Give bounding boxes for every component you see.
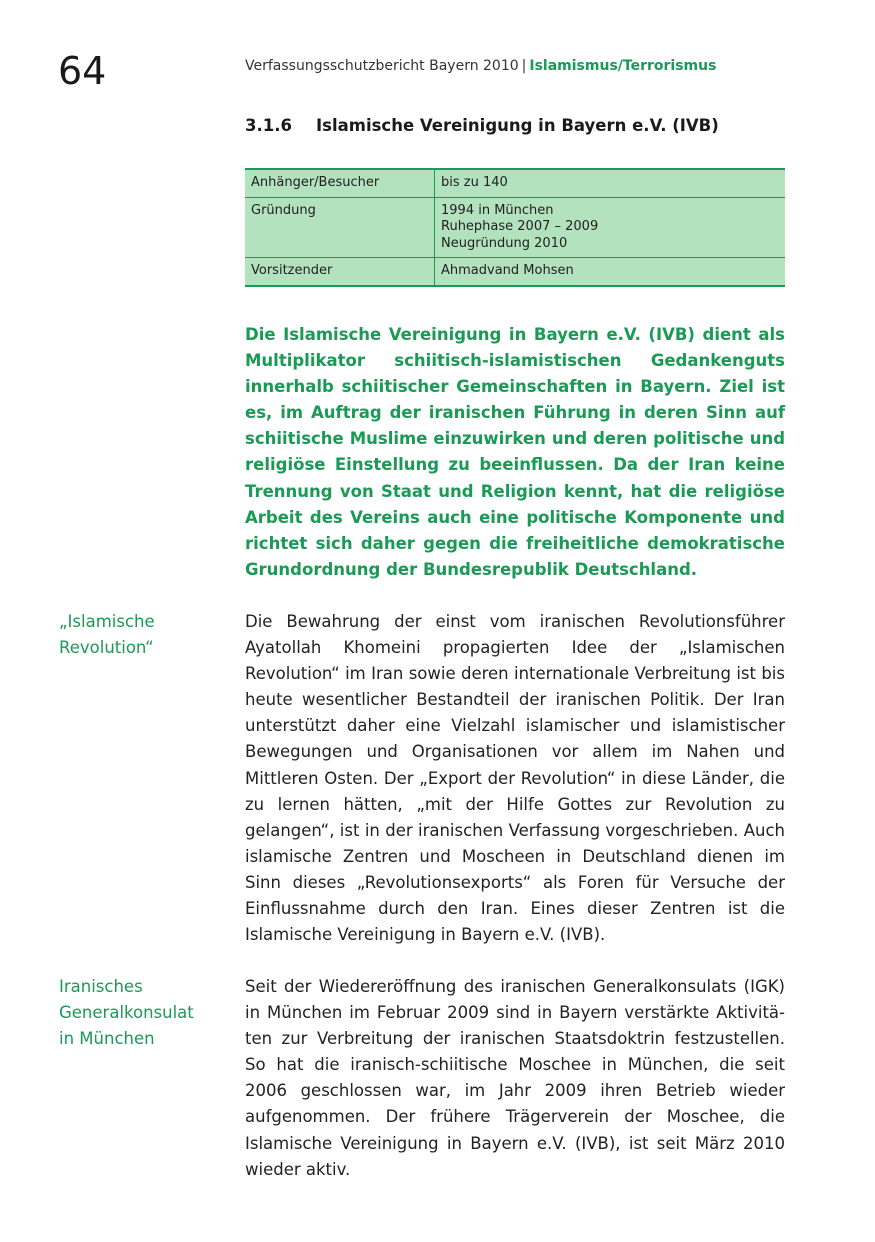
table-value: [435, 197, 786, 258]
table-value-line: Ruhephase 2007 – 2009: [441, 219, 599, 234]
info-table: [245, 168, 785, 287]
table-label: Vorsitzender: [245, 258, 435, 286]
table-label: Gründung: [245, 197, 435, 258]
table-value-line: Neugründung 2010: [441, 235, 568, 251]
lead-paragraph: Die Islamische Vereinigung in Bayern e.V. (IVB) dient als Multiplikator schiitisch-islamistischen Gedankenguts innerhalb schiitischer Gemeinschaften in Bayern. Ziel ist es, im Auftrag der iranischen Führung in deren Sinn auf schiitische Muslime einzuwirken und deren politische und religiöse Einstellung zu beeinflussen. Da der Iran keine Trennung von Staat und Religion kennt, hat die religiöse Arbeit des Vereins auch eine politische Komponente und richtet sich daher gegen die freiheitliche demokratische Grundordnung der Bundesrepublik Deutschland.: [245, 325, 785, 579]
margin-note-line: „Islamische: [59, 612, 155, 631]
table-row: [245, 169, 785, 197]
header-section: Islamismus/Terrorismus: [529, 58, 717, 74]
table-label: Anhänger/Besucher: [245, 169, 435, 197]
section-heading: [245, 116, 719, 135]
body-paragraph-revolution: Die Bewahrung der einst vom iranischen Revolutionsführer Ayatollah Khomeini propagierten Idee der „Islamischen Revolution“ im Iran sowie deren internationale Verbreitung ist bis heute wesentlicher Bestandteil der iranischen Politik. Der Iran unterstützt daher eine Vielzahl islamischer und islamistischer Bewegungen und Organisationen vor allem im Nahen und Mittleren Osten. Der „Export der Revolution“ in diese Länder, die zu lernen hätten, „mit der Hilfe Gottes zur Revolution zu gelangen“, ist in der iranischen Verfassung vorgeschrieben. Auch islamische Zentren und Moscheen in Deutschland dienen im Sinn dieses „Revolutionsexports“ als Foren für Versuche der Einflussnahme durch den Iran. Eines dieser Zentren ist die Islamische Vereinigung in Bayern e.V. (IVB).: [245, 612, 785, 945]
table-value-line: 1994 in München: [441, 202, 554, 218]
table-row: [245, 197, 785, 258]
running-header: [245, 58, 716, 74]
section-number: 3.1.6: [245, 116, 292, 135]
table-value: [435, 258, 786, 286]
section-title: Islamische Vereinigung in Bayern e.V. (IVB): [316, 116, 719, 135]
table-value-line: bis zu 140: [441, 175, 508, 190]
margin-note-line: Iranisches: [59, 977, 143, 996]
margin-note-islamische-revolution: [59, 609, 234, 661]
margin-note-line: Revolution“: [59, 638, 154, 658]
margin-note-line: Generalkonsulat: [59, 1003, 194, 1023]
table-row: [245, 258, 785, 286]
page-number: 64: [58, 49, 107, 93]
header-publication: Verfassungsschutzbericht Bayern 2010: [245, 58, 519, 74]
margin-note-line: in München: [59, 1029, 155, 1049]
table-value: [435, 169, 786, 197]
margin-note-generalkonsulat: [59, 974, 234, 1052]
table-value-line: Ahmadvand Mohsen: [441, 263, 574, 278]
body-paragraph-generalkonsulat: Seit der Wiedereröffnung des iranischen Generalkonsulats (IGK) in München im Februar 2009 sind in Bayern verstärkte Aktivitäten zur Verbreitung der iranischen Staatsdoktrin festzustellen. So hat die iranisch-schiitische Moschee in München, die seit 2006 geschlossen war, im Jahr 2009 ihren Betrieb wieder aufgenommen. Der frühere Trägerverein der Moschee, die Islamische Vereinigung in Bayern e.V. (IVB), ist seit März 2010 wieder aktiv.: [245, 977, 785, 1179]
header-separator: |: [521, 58, 527, 74]
